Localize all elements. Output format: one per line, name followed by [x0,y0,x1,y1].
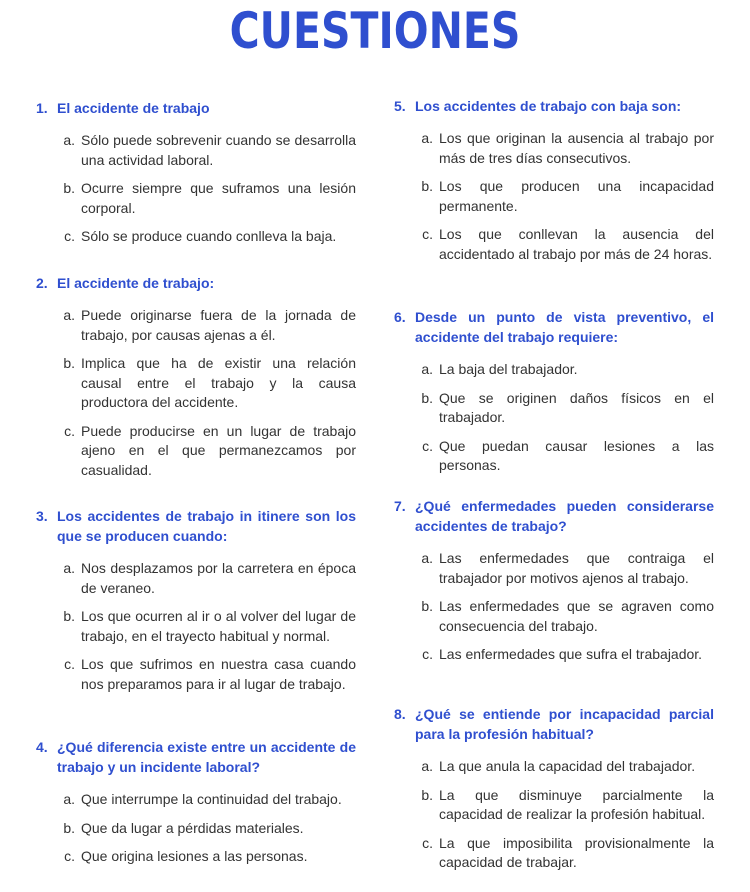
page-title: CUESTIONES [229,2,521,60]
option-b[interactable]: b. Los que producen una incapacidad permanente. [421,178,714,214]
option-a[interactable]: a. Nos desplazamos por la carretera en época de veraneo. [63,560,356,596]
question-number: 5. [394,98,406,114]
option-c[interactable]: c. Sólo se produce cuando conlleva la baja. [64,228,337,244]
question-7 [394,496,714,674]
question-number: 6. [394,309,406,325]
question-5 [394,96,714,273]
question-number: 8. [394,706,406,722]
option-a[interactable]: a. La baja del trabajador. [421,361,578,377]
question-number: 7. [394,498,406,514]
question-text: ¿Qué enfermedades pueden considerarse accidentes de trabajo? [415,498,714,534]
option-b[interactable]: b. Que da lugar a pérdidas materiales. [63,819,304,836]
question-text: ¿Qué diferencia existe entre un accidente de trabajo y un incidente laboral? [57,739,356,775]
option-b[interactable]: b. Implica que ha de existir una relación causal entre el trabajo y la causa productora del accidente. [63,355,356,410]
option-c[interactable]: c. La que imposibilita provisionalmente la capacidad de trabajar. [422,834,714,870]
question-1 [36,98,356,256]
question-6 [394,307,714,485]
question-2 [36,273,356,489]
option-c[interactable]: c. Que puedan causar lesiones a las personas. [422,437,714,473]
option-c[interactable]: c. Los que sufrimos en nuestra casa cuando nos preparamos para ir al lugar de trabajo. [64,656,356,692]
option-b[interactable]: b. Que se originen daños físicos en el trabajador. [421,389,714,425]
option-a[interactable]: a. Las enfermedades que contraiga el trabajador por motivos ajenos al trabajo. [421,550,714,586]
option-b[interactable]: b. Los que ocurren al ir o al volver del lugar de trabajo, en el trayecto habitual y normal. [63,608,356,644]
question-text: ¿Qué se entiende por incapacidad parcial para la profesión habitual? [415,706,714,742]
question-number: 2. [36,275,48,291]
option-b[interactable]: b. La que disminuye parcialmente la capacidad de realizar la profesión habitual. [421,786,714,822]
question-text: El accidente de trabajo: [57,275,215,291]
option-b[interactable]: b. Las enfermedades que se agraven como consecuencia del trabajo. [421,598,714,634]
question-number: 1. [36,100,48,116]
question-number: 4. [36,739,48,755]
option-c[interactable]: c. Puede producirse en un lugar de trabajo ajeno en el que permanezcamos por casualidad. [64,422,356,478]
question-3 [36,506,356,703]
option-a[interactable]: a. Puede originarse fuera de la jornada de trabajo, por causas ajenas a él. [63,307,356,343]
option-a[interactable]: a. Sólo puede sobrevenir cuando se desarrolla una actividad laboral. [63,132,356,168]
option-c[interactable]: c. Los que conllevan la ausencia del accidentado al trabajo por más de 24 horas. [422,226,714,262]
question-8 [394,704,714,882]
option-c[interactable]: c. Las enfermedades que sufra el trabajador. [422,646,703,662]
option-a[interactable]: a. La que anula la capacidad del trabajador. [421,758,696,774]
question-text: Los accidentes de trabajo in itinere son los que se producen cuando: [57,508,356,544]
question-4 [36,737,356,876]
question-number: 3. [36,508,48,524]
question-text: Desde un punto de vista preventivo, el accidente del trabajo requiere: [415,309,714,345]
option-c[interactable]: c. Que origina lesiones a las personas. [64,848,308,864]
option-a[interactable]: a. Los que originan la ausencia al trabajo por más de tres días consecutivos. [421,130,714,166]
option-b[interactable]: b. Ocurre siempre que suframos una lesión corporal. [63,180,356,216]
option-a[interactable]: a. Que interrumpe la continuidad del trabajo. [63,791,342,807]
question-text: El accidente de trabajo [57,100,210,116]
question-text: Los accidentes de trabajo con baja son: [415,98,682,114]
